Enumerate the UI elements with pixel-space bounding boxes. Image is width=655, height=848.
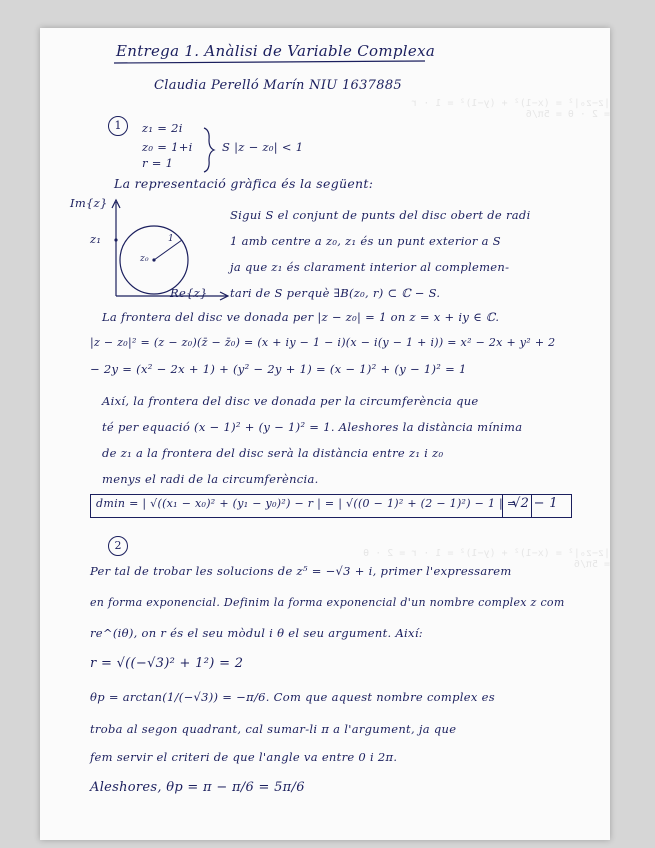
given-brace (200, 126, 220, 176)
p1-line-7: menys el radi de la circumferència. (102, 472, 319, 486)
point-z1-label: z₁ (90, 232, 102, 246)
set-definition: S |z − z₀| < 1 (222, 140, 304, 154)
p1-line-6: de z₁ a la frontera del disc serà la distància entre z₁ i z₀ (102, 446, 444, 460)
bleed-through-text: |z−z₀|² = (x−1)² + (y−1)² = 1 · r = 2 · θ = 5π/6 |z−z₀|² = (x−1)² + (y−1)² = 1 · r = 2 · θ = 5π/6 (363, 98, 610, 570)
p2-modulus: r = √((−√3)² + 1²) = 2 (90, 656, 244, 671)
page-title: Entrega 1. Anàlisi de Variable Complexa (116, 42, 436, 60)
given-r: r = 1 (142, 156, 174, 170)
p1-line-2: |z − z₀|² = (z − z₀)(z̄ − z̄₀) = (x + iy − 1 − i)(x − i(y − 1 + i)) = x² − 2x + y² + 2 (90, 336, 556, 349)
desc-line-4: tari de S perquè ∃B(z₀, r) ⊂ ℂ − S. (230, 286, 441, 300)
desc-line-1: Sigui S el conjunt de punts del disc obert de radi (230, 208, 531, 222)
p2-line-7: fem servir el criteri de que l'angle va entre 0 i 2π. (90, 750, 398, 764)
graph-intro: La representació gràfica és la següent: (114, 176, 374, 191)
notebook-page (40, 28, 610, 840)
point-z0-label: z₀ (140, 254, 149, 264)
axis-imaginary-label: Im{z} (70, 196, 108, 210)
p1-line-4: Així, la frontera del disc ve donada per la circumferència que (102, 394, 479, 408)
title-underline (40, 28, 610, 68)
axis-real-label: Re{z} (170, 286, 208, 300)
p2-line-8: Aleshores, θp = π − π/6 = 5π/6 (90, 780, 305, 795)
p2-line-6: troba al segon quadrant, cal sumar-li π a l'argument, ja que (90, 722, 457, 736)
p1-line-5: té per equació (x − 1)² + (y − 1)² = 1. Aleshores la distància mínima (102, 420, 523, 434)
p2-line-5: θp = arctan(1/(−√3)) = −π/6. Com que aquest nombre complex es (90, 690, 495, 704)
p1-line-1: La frontera del disc ve donada per |z − z₀| = 1 on z = x + iy ∈ ℂ. (102, 310, 500, 324)
radius-label: 1 (168, 234, 175, 244)
p2-line-3: re^(iθ), on r és el seu mòdul i θ el seu argument. Així: (90, 626, 423, 640)
desc-line-2: 1 amb centre a z₀, z₁ és un punt exterior a S (230, 234, 501, 248)
given-z1: z₁ = 2i (142, 121, 183, 135)
given-z0: z₀ = 1+i (142, 140, 193, 154)
dmin-formula: dmin = | √((x₁ − x₀)² + (y₁ − y₀)²) − r | = | √((0 − 1)² + (2 − 1)²) − 1 | = (96, 497, 517, 510)
p2-line-2: en forma exponencial. Definim la forma exponencial d'un nombre complex z com (90, 596, 565, 609)
problem-2-number: 2 (108, 536, 128, 556)
author-line: Claudia Perelló Marín NIU 1637885 (154, 78, 402, 93)
dmin-result: √2 − 1 (512, 496, 558, 511)
p1-line-3: − 2y = (x² − 2x + 1) + (y² − 2y + 1) = (x − 1)² + (y − 1)² = 1 (90, 362, 467, 376)
desc-line-3: ja que z₁ és clarament interior al complemen- (230, 260, 510, 274)
p2-line-1: Per tal de trobar les solucions de z⁵ = −√3 + i, primer l'expressarem (90, 564, 512, 578)
problem-1-number: 1 (108, 116, 128, 136)
